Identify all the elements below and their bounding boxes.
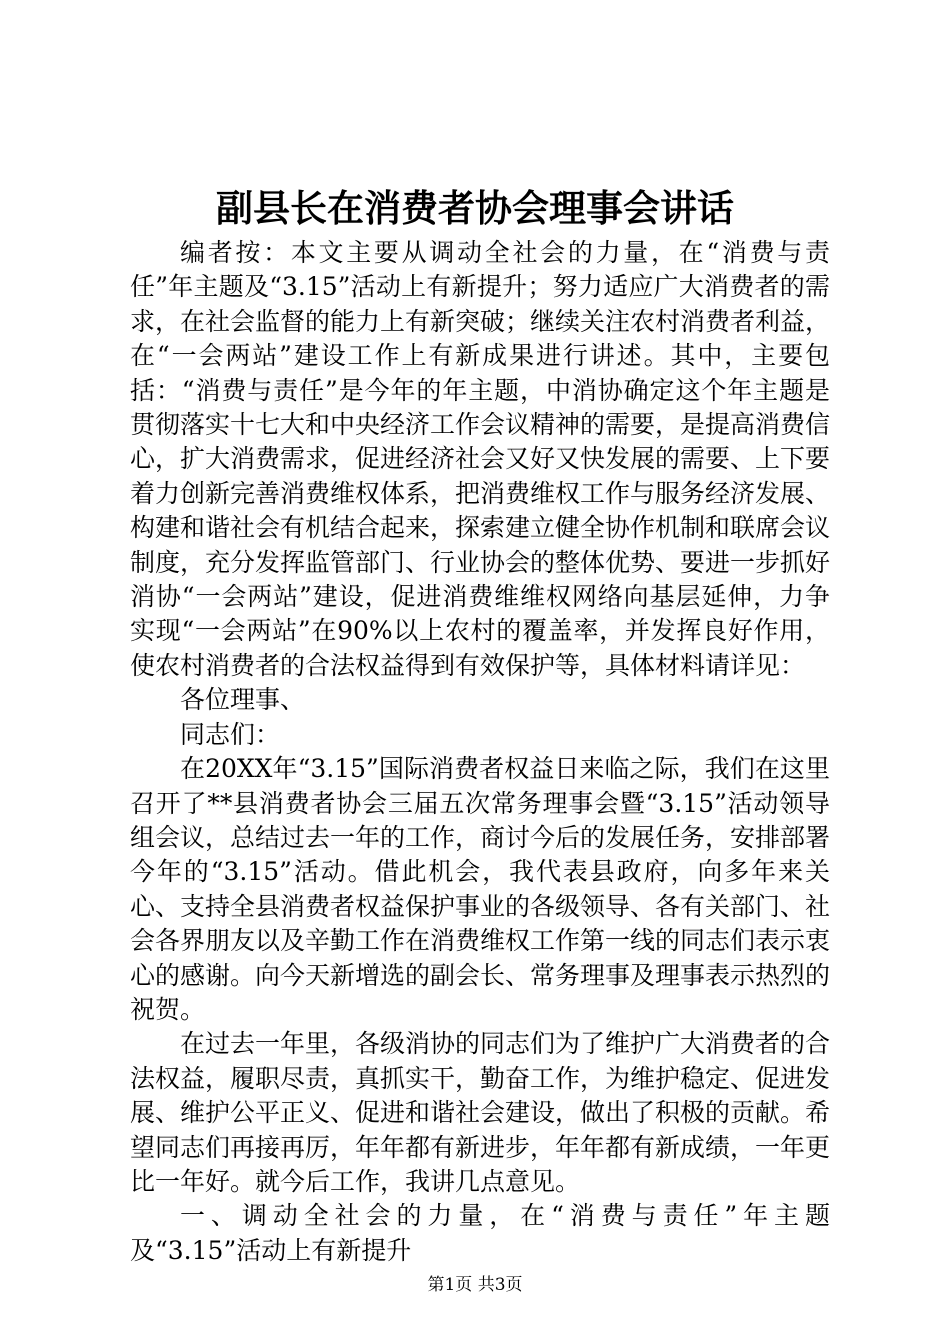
salutation-line: 同志们： (180, 719, 281, 749)
editor-note-paragraph: 编者按：本文主要从调动全社会的力量，在“消费与责任”年主题及“3.15”活动上有新提升；努力适应广大消费者的需求，在社会监督的能力上有新突破；继续关注农村消费者利益，在“一会两站”建设工作上有新成果进行讲述。其中，主要包括：“消费与责任”是今年的年主题，中消协确定这个年主题是贯彻落实十七大和中央经济工作会议精神的需要，是提高消费信心，扩大消费需求，促进经济社会又好又快发展的需要、上下要着力创新完善消费维权体系，把消费维权工作与服务经济发展、构建和谐社会有机结合起来，探索建立健全协作机制和联席会议制度，充分发挥监管部门、行业协会的整体优势、要进一步抓好消协“一会两站”建设，促进消费维维权网络向基层延伸，力争实现“一会两站”在90%以上农村的覆盖率，并发挥良好作用，使农村消费者的合法权益得到有效保护等，具体材料请详见： (130, 238, 831, 680)
section-heading: 一、调动全社会的力量，在“消费与责任”年主题及“3.15”活动上有新提升 (130, 1201, 830, 1265)
salutation-line: 各位理事、 (180, 685, 306, 715)
page-number-footer: 第1页 共3页 (427, 1275, 523, 1295)
document-body (130, 236, 830, 1268)
body-paragraph: 在20XX年“3.15”国际消费者权益日来临之际，我们在这里召开了**县消费者协会三届五次常务理事会暨“3.15”活动领导组会议，总结过去一年的工作，商讨今后的发展任务，安排部署今年的“3.15”活动。借此机会，我代表县政府，向多年来关心、支持全县消费者权益保护事业的各级领导、各有关部门、社会各界朋友以及辛勤工作在消费维权工作第一线的同志们表示衷心的感谢。向今天新增选的副会长、常务理事及理事表示热烈的祝贺。 (130, 754, 831, 1024)
document-title: 副县长在消费者协会理事会讲话 (216, 186, 734, 230)
body-paragraph: 在过去一年里，各级消协的同志们为了维护广大消费者的合法权益，履职尽责，真抓实干，勤奋工作，为维护稳定、促进发展、维护公平正义、促进和谐社会建设，做出了积极的贡献。希望同志们再接再厉，年年都有新进步，年年都有新成绩，一年更比一年好。就今后工作，我讲几点意见。 (130, 1029, 831, 1196)
